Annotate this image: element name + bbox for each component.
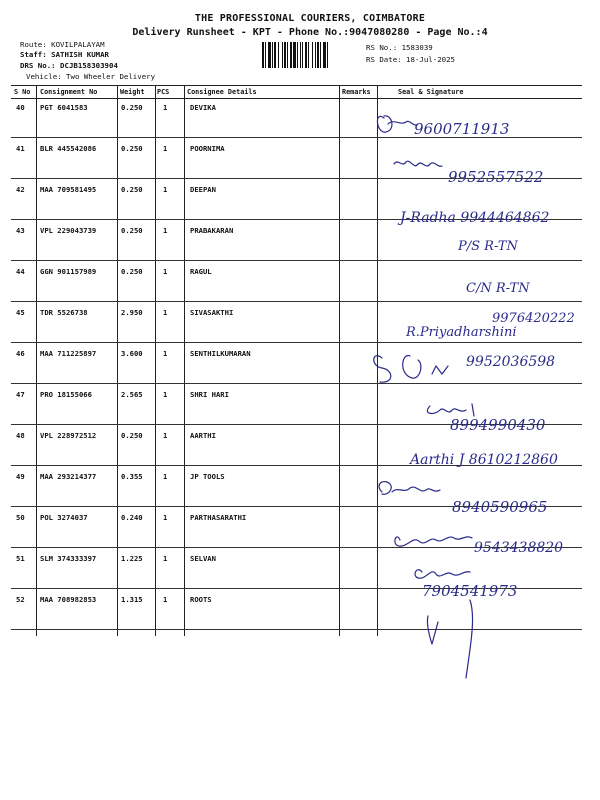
signature-row-48 <box>370 440 595 476</box>
row-weight: 2.950 <box>121 308 143 317</box>
column-header-pcs: PCS <box>157 88 170 96</box>
row-sno: 43 <box>16 226 25 235</box>
document-title: THE PROFESSIONAL COURIERS, COIMBATORE <box>194 13 426 24</box>
svg-text:9543438820: 9543438820 <box>474 540 564 556</box>
column-divider <box>155 86 156 636</box>
row-weight: 3.600 <box>121 349 143 358</box>
row-consignee-name: PARTHASARATHI <box>190 513 247 522</box>
row-sno: 48 <box>16 431 25 440</box>
row-consignment-number: GGN 901157989 <box>40 267 97 276</box>
row-sno: 51 <box>16 554 25 563</box>
rs-number: RS No.: 1583039 <box>366 43 433 52</box>
row-sno: 45 <box>16 308 25 317</box>
row-divider <box>11 629 582 630</box>
svg-text:9952036598: 9952036598 <box>466 354 556 370</box>
row-weight: 2.565 <box>121 390 143 399</box>
row-consignee-name: SIVASAKTHI <box>190 308 234 317</box>
row-consignment-number: MAA 293214377 <box>40 472 97 481</box>
column-divider <box>184 86 185 636</box>
row-sno: 44 <box>16 267 25 276</box>
row-consignee-name: PRABAKARAN <box>190 226 234 235</box>
column-divider <box>377 86 378 636</box>
column-header-seal-signature: Seal & Signature <box>398 88 464 96</box>
svg-text:9976420222: 9976420222 <box>492 311 575 326</box>
svg-text:9952557522: 9952557522 <box>448 168 544 186</box>
row-consignee-name: AARTHI <box>190 431 216 440</box>
row-weight: 1.315 <box>121 595 143 604</box>
row-consignment-number: MAA 708982853 <box>40 595 97 604</box>
column-divider <box>117 86 118 636</box>
svg-text:R.Priyadharshini: R.Priyadharshini <box>406 325 517 340</box>
row-pcs: 1 <box>163 349 168 358</box>
svg-text:9600711913: 9600711913 <box>414 120 510 138</box>
row-consignment-number: MAA 709581495 <box>40 185 97 194</box>
row-sno: 47 <box>16 390 25 399</box>
row-pcs: 1 <box>163 472 168 481</box>
column-divider <box>36 86 37 636</box>
signature-row-45 <box>370 306 595 340</box>
row-sno: 49 <box>16 472 25 481</box>
column-header-consignee: Consignee Details <box>187 88 257 96</box>
row-weight: 0.250 <box>121 144 143 153</box>
svg-text:C/N R-TN: C/N R-TN <box>466 281 530 296</box>
signature-row-52 <box>370 598 595 682</box>
row-consignee-name: ROOTS <box>190 595 212 604</box>
row-divider <box>11 506 582 507</box>
row-consignee-name: SELVAN <box>190 554 216 563</box>
row-consignee-name: JP TOOLS <box>190 472 225 481</box>
row-divider <box>11 260 582 261</box>
row-sno: 52 <box>16 595 25 604</box>
row-divider <box>11 465 582 466</box>
row-sno: 42 <box>16 185 25 194</box>
row-divider <box>11 301 582 302</box>
row-pcs: 1 <box>163 185 168 194</box>
row-consignee-name: RAGUL <box>190 267 212 276</box>
row-consignment-number: PRO 18155066 <box>40 390 92 399</box>
row-weight: 0.250 <box>121 185 143 194</box>
signature-row-47 <box>370 396 595 434</box>
signature-row-43 <box>370 204 595 274</box>
row-consignee-name: POORNIMA <box>190 144 225 153</box>
row-consignee-name: SHRI HARI <box>190 390 229 399</box>
column-header-weight: Weight <box>120 88 145 96</box>
row-divider <box>11 342 582 343</box>
row-consignment-number: BLR 445542086 <box>40 144 97 153</box>
staff-label: Staff: SATHISH KUMAR <box>20 50 109 59</box>
row-pcs: 1 <box>163 308 168 317</box>
row-pcs: 1 <box>163 267 168 276</box>
row-divider <box>11 137 582 138</box>
svg-text:8940590965: 8940590965 <box>452 498 548 516</box>
row-consignment-number: PGT 6041583 <box>40 103 88 112</box>
row-divider <box>11 178 582 179</box>
signature-row-40 <box>370 104 595 144</box>
row-weight: 0.240 <box>121 513 143 522</box>
row-divider <box>11 383 582 384</box>
barcode-image <box>262 42 356 68</box>
signature-row-50 <box>370 524 595 564</box>
row-consignment-number: VPL 229043739 <box>40 226 97 235</box>
table-top-border <box>11 85 582 86</box>
row-pcs: 1 <box>163 554 168 563</box>
row-weight: 0.250 <box>121 267 143 276</box>
row-divider <box>11 424 582 425</box>
row-sno: 40 <box>16 103 25 112</box>
row-weight: 1.225 <box>121 554 143 563</box>
route-label: Route: KOVILPALAYAM <box>20 40 105 49</box>
table-header-border <box>11 98 582 99</box>
column-header-remarks: Remarks <box>342 88 371 96</box>
row-divider <box>11 588 582 589</box>
row-weight: 0.355 <box>121 472 143 481</box>
column-divider <box>339 86 340 636</box>
row-pcs: 1 <box>163 595 168 604</box>
row-pcs: 1 <box>163 513 168 522</box>
row-sno: 50 <box>16 513 25 522</box>
row-consignee-name: SENTHILKUMARAN <box>190 349 251 358</box>
document-subtitle: Delivery Runsheet - KPT - Phone No.:9047080280 - Page No.:4 <box>132 27 488 38</box>
signature-row-51 <box>370 560 595 600</box>
row-consignment-number: TDR 5526738 <box>40 308 88 317</box>
svg-text:P/S R-TN: P/S R-TN <box>458 239 518 254</box>
svg-text:J-Radha 9944464862: J-Radha 9944464862 <box>400 210 550 226</box>
row-pcs: 1 <box>163 226 168 235</box>
row-divider <box>11 219 582 220</box>
svg-text:8994990430: 8994990430 <box>450 416 546 434</box>
row-weight: 0.250 <box>121 226 143 235</box>
row-sno: 41 <box>16 144 25 153</box>
row-weight: 0.250 <box>121 103 143 112</box>
vehicle-label: Vehicle: Two Wheeler Delivery <box>26 72 156 81</box>
row-consignment-number: SLM 374333397 <box>40 554 97 563</box>
row-pcs: 1 <box>163 390 168 399</box>
row-sno: 46 <box>16 349 25 358</box>
drs-number: DRS No.: DCJB158303904 <box>20 61 118 70</box>
signature-row-41 <box>370 148 595 190</box>
row-pcs: 1 <box>163 431 168 440</box>
rs-date: RS Date: 18-Jul-2025 <box>366 55 455 64</box>
row-pcs: 1 <box>163 144 168 153</box>
row-consignment-number: VPL 228972512 <box>40 431 97 440</box>
signature-row-49 <box>370 474 595 518</box>
row-consignee-name: DEEPAN <box>190 185 216 194</box>
row-consignment-number: POL 3274037 <box>40 513 88 522</box>
svg-text:Aarthi J 8610212860: Aarthi J 8610212860 <box>410 452 558 468</box>
row-weight: 0.250 <box>121 431 143 440</box>
row-consignment-number: MAA 711225897 <box>40 349 97 358</box>
row-consignee-name: DEVIKA <box>190 103 216 112</box>
row-divider <box>11 547 582 548</box>
svg-text:7904541973: 7904541973 <box>422 582 518 600</box>
column-header-consignment: Consignment No <box>40 88 98 96</box>
column-header-sno: S No <box>14 88 31 96</box>
row-pcs: 1 <box>163 103 168 112</box>
